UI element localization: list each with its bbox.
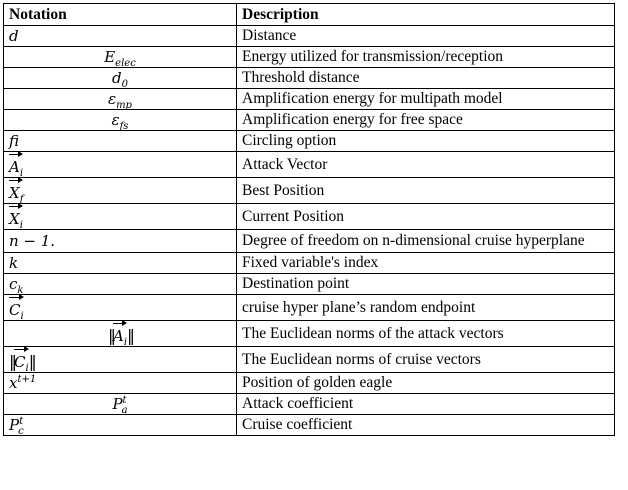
table-row <box>4 415 615 436</box>
header-description: Description <box>237 4 615 26</box>
notation-cell <box>4 230 237 253</box>
header-notation: Notation <box>4 4 237 26</box>
description-cell: Position of golden eagle <box>237 373 615 394</box>
vector-symbol <box>9 178 24 205</box>
description-cell: Degree of freedom on n-dimensional cruise hyperplane <box>237 230 615 253</box>
symbol: n − 1. <box>9 232 56 250</box>
notation-cell <box>4 253 237 274</box>
symbol: E <box>104 47 116 66</box>
subscript: fs <box>119 120 129 132</box>
notation-cell <box>4 415 237 436</box>
symbol: X <box>9 184 20 202</box>
notation-cell <box>4 26 237 47</box>
notation-cell <box>4 89 237 110</box>
table-row <box>4 26 615 47</box>
symbol: ε <box>111 110 120 129</box>
notation-cell <box>4 295 237 321</box>
table-row <box>4 274 615 295</box>
vector-symbol <box>9 152 24 179</box>
subscript: elec <box>115 57 136 69</box>
symbol: C <box>14 353 26 371</box>
vector-symbol <box>9 204 23 231</box>
table-row <box>4 178 615 204</box>
notation-table <box>3 3 615 436</box>
table-row <box>4 373 615 394</box>
notation-cell <box>4 347 237 373</box>
table-row <box>4 110 615 131</box>
description-cell: Threshold distance <box>237 68 615 89</box>
vector-symbol <box>112 321 128 348</box>
subscript: a <box>121 404 128 416</box>
subscript: i <box>123 337 128 348</box>
norm-bar-right: ‖ <box>28 352 34 371</box>
norm-bar-right: ‖ <box>127 326 133 345</box>
subscript: f <box>19 194 24 205</box>
subscript: k <box>17 284 24 296</box>
table-row <box>4 230 615 253</box>
description-cell: The Euclidean norms of cruise vectors <box>237 347 615 373</box>
notation-cell <box>4 274 237 295</box>
table-row <box>4 131 615 152</box>
symbol: fi <box>9 131 20 150</box>
table-row <box>4 204 615 230</box>
subscript: i <box>19 220 23 231</box>
description-cell: Amplification energy for multipath model <box>237 89 615 110</box>
table-row <box>4 347 615 373</box>
description-cell: Current Position <box>237 204 615 230</box>
description-cell: Cruise coefficient <box>237 415 615 436</box>
notation-cell <box>4 321 237 347</box>
symbol: ε <box>108 89 117 108</box>
symbol: A <box>9 158 20 176</box>
table-row <box>4 295 615 321</box>
vector-symbol <box>9 295 24 322</box>
table-row <box>4 253 615 274</box>
description-cell: Circling option <box>237 131 615 152</box>
description-cell: Fixed variable's index <box>237 253 615 274</box>
notation-cell <box>4 110 237 131</box>
table-header-row <box>4 4 615 26</box>
norm-bar-left: ‖ <box>9 352 14 371</box>
notation-cell <box>4 131 237 152</box>
symbol: A <box>112 327 124 345</box>
table-row <box>4 68 615 89</box>
description-cell: Distance <box>237 26 615 47</box>
notation-cell <box>4 47 237 68</box>
subscript: c <box>18 425 24 437</box>
superscript: t <box>19 415 24 427</box>
table-row <box>4 321 615 347</box>
symbol: c <box>9 274 18 293</box>
description-cell: Destination point <box>237 274 615 295</box>
description-cell: Attack Vector <box>237 152 615 178</box>
norm-bar-left: ‖ <box>107 326 113 345</box>
symbol: P <box>112 394 123 413</box>
table-row <box>4 47 615 68</box>
notation-cell <box>4 152 237 178</box>
table-row <box>4 394 615 415</box>
symbol: X <box>9 210 20 228</box>
description-cell: The Euclidean norms of the attack vectors <box>237 321 615 347</box>
symbol: C <box>9 301 21 319</box>
description-cell: Best Position <box>237 178 615 204</box>
description-cell: Amplification energy for free space <box>237 110 615 131</box>
subscript: mp <box>116 99 132 111</box>
description-cell: Energy utilized for transmission/reception <box>237 47 615 68</box>
table-row <box>4 89 615 110</box>
notation-cell <box>4 178 237 204</box>
notation-cell <box>4 373 237 394</box>
symbol: d <box>9 26 19 45</box>
notation-cell <box>4 204 237 230</box>
vector-symbol <box>14 347 29 374</box>
notation-cell <box>4 68 237 89</box>
description-cell: Attack coefficient <box>237 394 615 415</box>
symbol: k <box>9 253 19 272</box>
symbol: x <box>9 373 18 392</box>
symbol: P <box>9 415 20 434</box>
description-cell: cruise hyper plane’s random endpoint <box>237 295 615 321</box>
table-row <box>4 152 615 178</box>
symbol: d <box>112 68 122 87</box>
subscript: 0 <box>121 78 128 90</box>
subscript: i <box>25 363 29 374</box>
notation-cell <box>4 394 237 415</box>
subscript: i <box>19 168 24 179</box>
subscript: i <box>20 311 24 322</box>
superscript: t <box>122 394 127 406</box>
superscript: t+1 <box>17 373 37 385</box>
